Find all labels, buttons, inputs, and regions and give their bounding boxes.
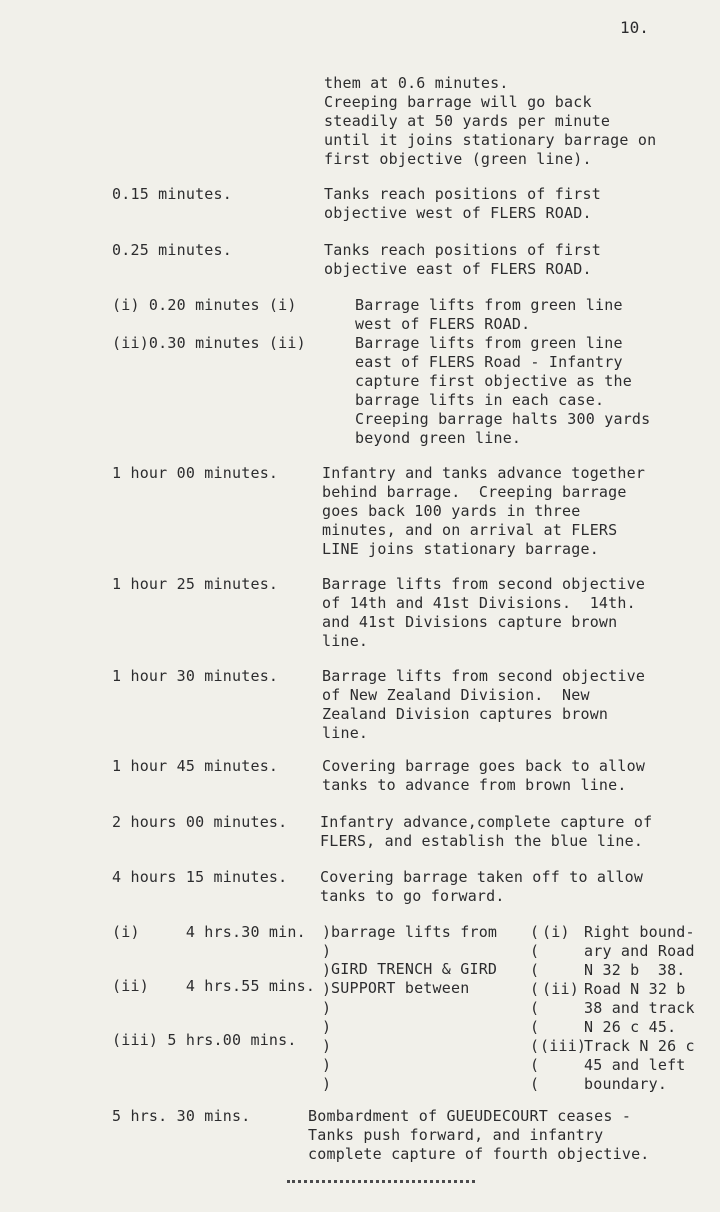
table-right-label: (iii) <box>540 1037 587 1055</box>
intro-line: first objective (green line). <box>324 150 592 168</box>
table-middle: SUPPORT between <box>331 979 470 997</box>
intro-line: them at 0.6 minutes. <box>324 74 509 92</box>
entry-text: line. <box>322 632 369 650</box>
entry-text: minutes, and on arrival at FLERS <box>322 521 618 539</box>
entry-time: (ii)0.30 minutes (ii) <box>112 334 306 352</box>
table-right-text: Right bound- <box>584 923 695 941</box>
entry-text: Infantry advance,complete capture of <box>320 813 653 831</box>
intro-line: steadily at 50 yards per minute <box>324 112 611 130</box>
entry-text: tanks to go forward. <box>320 887 505 905</box>
entry-time: 0.25 minutes. <box>112 241 232 259</box>
table-right-text: Road N 32 b <box>584 980 686 998</box>
entry-time: 1 hour 45 minutes. <box>112 757 279 775</box>
entry-text: Tanks reach positions of first <box>324 185 601 203</box>
entry-time: 4 hours 15 minutes. <box>112 868 288 886</box>
entry-time: 0.15 minutes. <box>112 185 232 203</box>
entry-time: 1 hour 25 minutes. <box>112 575 279 593</box>
table-right-label: (ii) <box>542 980 579 998</box>
entry-text: tanks to advance from brown line. <box>322 776 627 794</box>
entry-text: and 41st Divisions capture brown <box>322 613 618 631</box>
entry-text: beyond green line. <box>355 429 522 447</box>
entry-text: FLERS, and establish the blue line. <box>320 832 644 850</box>
entry-text: LINE joins stationary barrage. <box>322 540 599 558</box>
table-right-label: (i) <box>542 923 570 941</box>
entry-text: of New Zealand Division. New <box>322 686 590 704</box>
entry-time: 5 hrs. 30 mins. <box>112 1107 251 1125</box>
entry-text: Tanks reach positions of first <box>324 241 601 259</box>
entry-text: Covering barrage taken off to allow <box>320 868 644 886</box>
intro-line: Creeping barrage will go back <box>324 93 592 111</box>
entry-text: east of FLERS Road - Infantry <box>355 353 623 371</box>
entry-text: Covering barrage goes back to allow <box>322 757 646 775</box>
table-right-text: 38 and track <box>584 999 695 1017</box>
table-time: (iii) 5 hrs.00 mins. <box>112 1031 297 1049</box>
table-right-text: Track N 26 c <box>584 1037 695 1055</box>
entry-text: goes back 100 yards in three <box>322 502 581 520</box>
entry-text: Zealand Division captures brown <box>322 705 609 723</box>
table-right-text: N 32 b 38. <box>584 961 686 979</box>
entry-text: Barrage lifts from second objective <box>322 667 646 685</box>
entry-text: of 14th and 41st Divisions. 14th. <box>322 594 636 612</box>
table-middle: GIRD TRENCH & GIRD <box>331 960 498 978</box>
entry-time: 2 hours 00 minutes. <box>112 813 288 831</box>
entry-text: Barrage lifts from green line <box>355 296 623 314</box>
entry-text: Barrage lifts from second objective <box>322 575 646 593</box>
table-right-text: N 26 c 45. <box>584 1018 677 1036</box>
table-right-text: boundary. <box>584 1075 668 1093</box>
entry-text: objective west of FLERS ROAD. <box>324 204 592 222</box>
page-number: 10. <box>620 18 649 37</box>
table-middle: barrage lifts from <box>331 923 498 941</box>
table-right-text: ary and Road <box>584 942 695 960</box>
entry-text: Bombardment of GUEUDECOURT ceases - <box>308 1107 632 1125</box>
entry-text: line. <box>322 724 369 742</box>
table-time: (i) 4 hrs.30 min. <box>112 923 306 941</box>
entry-text: behind barrage. Creeping barrage <box>322 483 627 501</box>
left-bracket: ) ) ) ) ) ) ) ) ) <box>322 923 332 1093</box>
entry-text: west of FLERS ROAD. <box>355 315 531 333</box>
entry-text: capture first objective as the <box>355 372 632 390</box>
table-right-text: 45 and left <box>584 1056 686 1074</box>
right-bracket: ( ( ( ( ( ( ( ( ( <box>530 923 540 1093</box>
entry-time: (i) 0.20 minutes (i) <box>112 296 297 314</box>
entry-text: Tanks push forward, and infantry <box>308 1126 604 1144</box>
entry-text: Barrage lifts from green line <box>355 334 623 352</box>
entry-text: Creeping barrage halts 300 yards <box>355 410 651 428</box>
entry-time: 1 hour 30 minutes. <box>112 667 279 685</box>
entry-text: complete capture of fourth objective. <box>308 1145 650 1163</box>
table-time: (ii) 4 hrs.55 mins. <box>112 977 316 995</box>
entry-text: barrage lifts in each case. <box>355 391 605 409</box>
closing-rule <box>287 1180 475 1183</box>
entry-text: objective east of FLERS ROAD. <box>324 260 592 278</box>
entry-time: 1 hour 00 minutes. <box>112 464 279 482</box>
intro-line: until it joins stationary barrage on <box>324 131 657 149</box>
entry-text: Infantry and tanks advance together <box>322 464 646 482</box>
